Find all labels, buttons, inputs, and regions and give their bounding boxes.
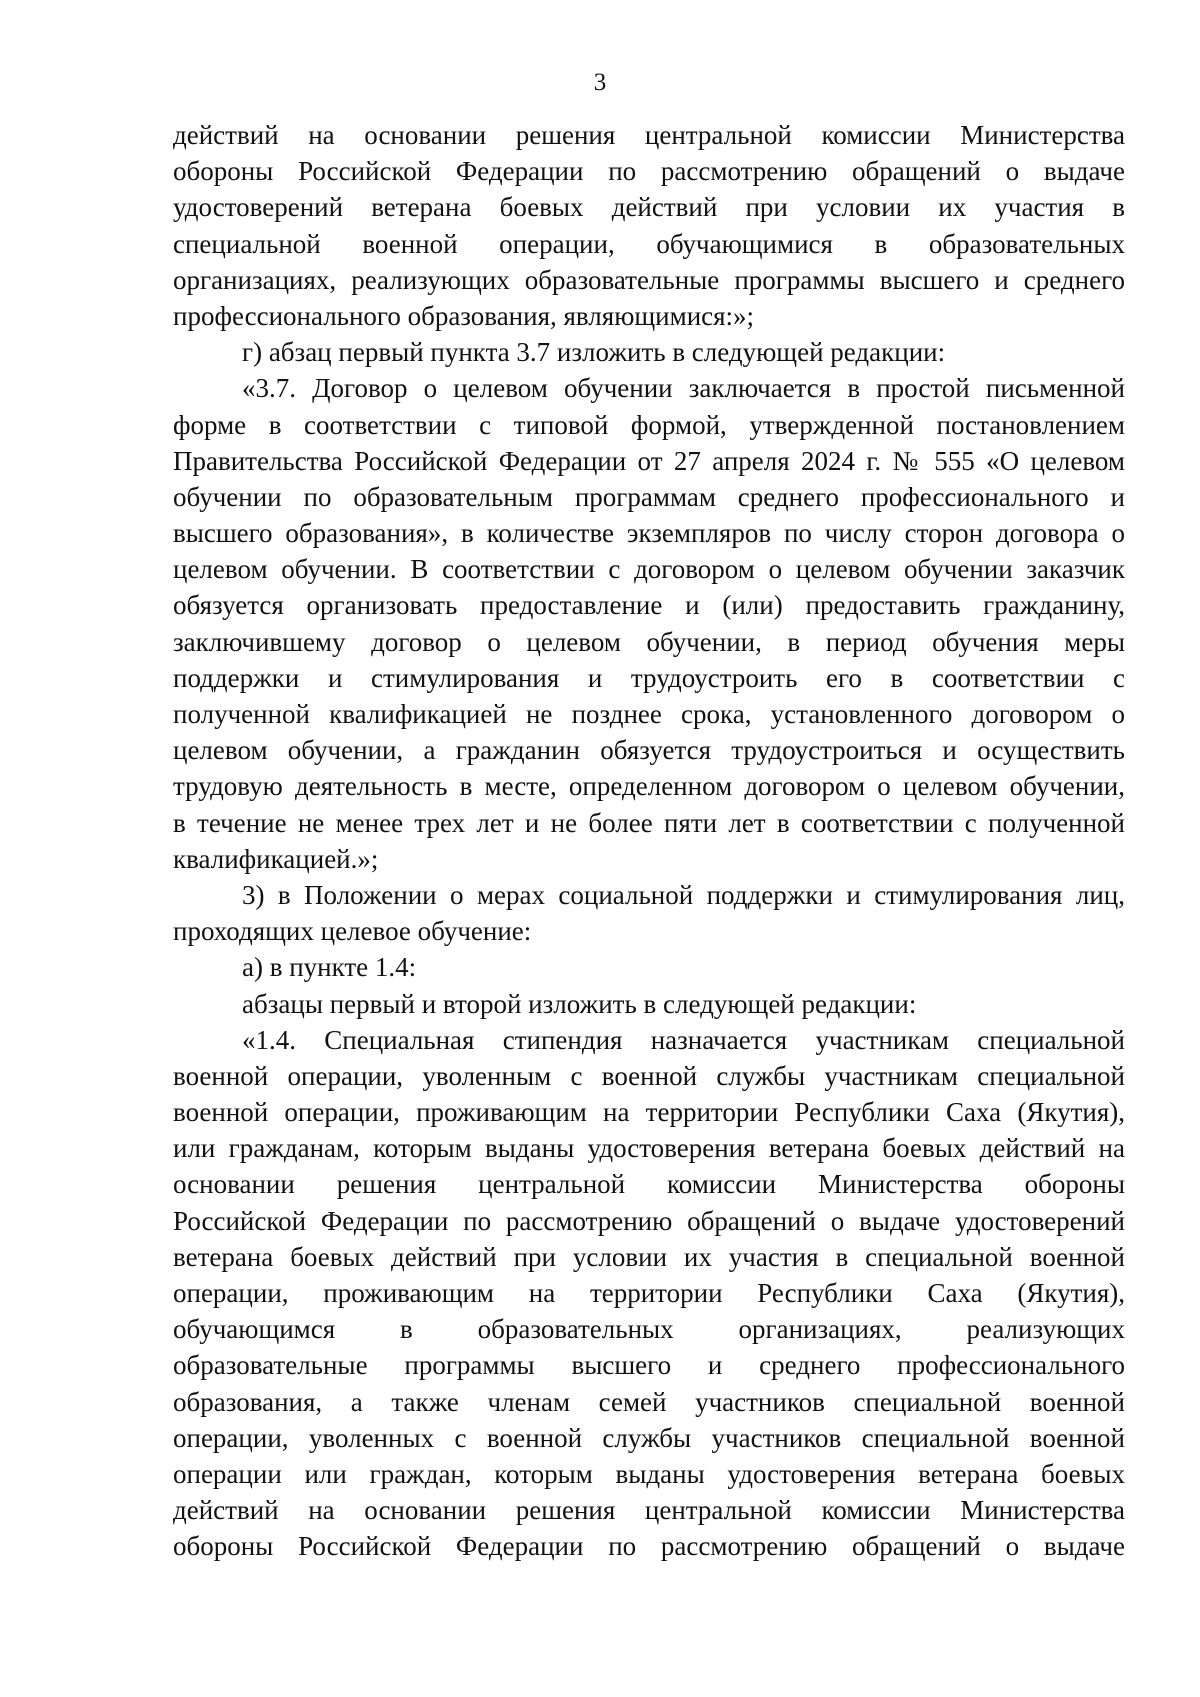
text-line: обязуется организовать предоставление и (или) предоставить гражданину, xyxy=(173,590,1125,621)
text-line: действий на основании решения центральной комиссии Министерства xyxy=(173,120,1125,150)
text-line: обороны Российской Федерации по рассмотрению обращений о выдаче xyxy=(173,1531,1125,1562)
text-line: основании решения центральной комиссии Министерства обороны xyxy=(173,1169,1125,1200)
text-line: Правительства Российской Федерации от 27 апреля 2024 г. № 555 «О целевом xyxy=(173,445,1125,476)
text-line: операции или граждан, которым выданы удостоверения ветерана боевых xyxy=(173,1458,1125,1489)
text-line: а) в пункте 1.4: xyxy=(242,952,417,983)
document-body xyxy=(173,117,1125,1565)
text-line: в течение не менее трех лет и не более пяти лет в соответствии с полученной xyxy=(173,807,1125,838)
text-line: обучающимся в образовательных организациях, реализующих xyxy=(173,1314,1125,1345)
page-number: 3 xyxy=(593,69,607,96)
text-line: г) абзац первый пункта 3.7 изложить в следующей редакции: xyxy=(242,337,946,368)
text-line: абзацы первый и второй изложить в следующей редакции: xyxy=(242,988,917,1019)
text-line: «3.7. Договор о целевом обучении заключается в простой письменной xyxy=(242,373,1125,404)
text-line: удостоверений ветерана боевых действий при условии их участия в xyxy=(173,192,1125,223)
text-line: заключившему договор о целевом обучении, в период обучения меры xyxy=(173,626,1125,657)
text-line: обороны Российской Федерации по рассмотрению обращений о выдаче xyxy=(173,156,1125,187)
text-line: проходящих целевое обучение: xyxy=(173,916,532,947)
text-line: высшего образования», в количестве экземпляров по числу сторон договора о xyxy=(173,518,1125,549)
text-line: целевом обучении, а гражданин обязуется трудоустроиться и осуществить xyxy=(173,735,1125,766)
text-line: 3) в Положении о мерах социальной поддержки и стимулирования лиц, xyxy=(242,879,1125,910)
text-line: военной операции, уволенным с военной службы участникам специальной xyxy=(173,1060,1125,1091)
text-line: операции, проживающим на территории Республики Саха (Якутия), xyxy=(173,1278,1125,1308)
text-line: образования, а также членам семей участников специальной военной xyxy=(173,1386,1125,1417)
text-line: или гражданам, которым выданы удостоверения ветерана боевых действий на xyxy=(173,1133,1125,1164)
text-line: форме в соответствии с типовой формой, утвержденной постановлением xyxy=(173,409,1125,440)
text-line: организациях, реализующих образовательные программы высшего и среднего xyxy=(173,264,1125,295)
text-line: военной операции, проживающим на территории Республики Саха (Якутия), xyxy=(173,1097,1125,1128)
text-line: целевом обучении. В соответствии с договором о целевом обучении заказчик xyxy=(173,554,1125,585)
text-line: образовательные программы высшего и среднего профессионального xyxy=(173,1350,1125,1381)
text-line: трудовую деятельность в месте, определенном договором о целевом обучении, xyxy=(173,771,1125,802)
text-line: квалификацией.»; xyxy=(173,843,379,874)
text-line: обучении по образовательным программам среднего профессионального и xyxy=(173,481,1125,512)
text-line: операции, уволенных с военной службы участников специальной военной xyxy=(173,1422,1125,1453)
text-line: специальной военной операции, обучающимися в образовательных xyxy=(173,228,1125,259)
text-line: поддержки и стимулирования и трудоустроить его в соответствии с xyxy=(173,662,1125,693)
text-line: действий на основании решения центральной комиссии Министерства xyxy=(173,1495,1125,1526)
text-line: Российской Федерации по рассмотрению обращений о выдаче удостоверений xyxy=(173,1205,1125,1236)
text-line: «1.4. Специальная стипендия назначается участникам специальной xyxy=(242,1024,1125,1055)
text-line: профессионального образования, являющимися:»; xyxy=(173,300,755,331)
text-line: полученной квалификацией не позднее срока, установленного договором о xyxy=(173,699,1125,729)
text-line: ветерана боевых действий при условии их участия в специальной военной xyxy=(173,1241,1125,1272)
